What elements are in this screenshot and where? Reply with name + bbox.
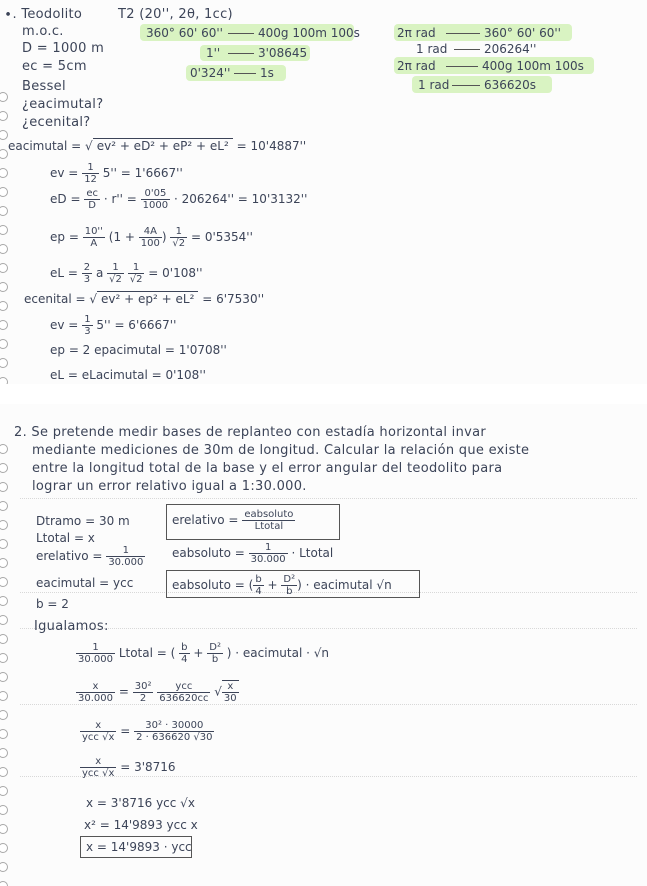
igualamos-label: Igualamos: bbox=[34, 619, 109, 634]
given: erelativo = $\frac{1}{30.000}$ bbox=[36, 545, 144, 568]
data-line: Bessel bbox=[22, 79, 66, 94]
statement-line: entre la longitud total de la base y el error angular del teodolito para bbox=[32, 461, 503, 476]
instrument-spec: T2 (20'', 2θ, 1cc) bbox=[118, 7, 233, 22]
arrow-line bbox=[454, 49, 480, 50]
eq-ev: ev = $\frac{1}{12}$ 5'' = 1'6667'' bbox=[50, 162, 183, 185]
step-1: $\frac{1}{30.000}$ Ltotal = ( $\frac{b}{4}$ + $\frac{\text{D²}}{b}$ ) · eacimutal · √n bbox=[78, 642, 329, 665]
page-title: ∙. Teodolito bbox=[4, 7, 83, 22]
conversion: 206264'' bbox=[484, 42, 537, 56]
grid-line bbox=[20, 498, 637, 499]
binder-holes bbox=[0, 444, 8, 886]
conversion: 1 rad bbox=[416, 42, 448, 56]
data-line: m.o.c. bbox=[22, 24, 64, 39]
statement-line: mediante mediciones de 30m de longitud. Calcular la relación que existe bbox=[32, 443, 530, 458]
hole-icon bbox=[0, 444, 8, 454]
eq-acimutal: eacimutal = √ ev² + eD² + eP² + eL² = 10'4887'' bbox=[8, 139, 307, 153]
conversion: 360° 60' 60'' bbox=[146, 26, 223, 40]
given: b = 2 bbox=[36, 597, 69, 611]
notebook-page-2 bbox=[0, 404, 647, 886]
eq-cenital: ecenital = √ ev² + ep² + eL² = 6'7530'' bbox=[24, 292, 265, 306]
step-5: x = 3'8716 ycc √x bbox=[86, 796, 195, 810]
arrow-line bbox=[228, 53, 254, 54]
conversion: 1'' bbox=[206, 46, 221, 60]
final-answer: x = 14'9893 · ycc bbox=[86, 840, 192, 854]
conversion: 636620s bbox=[484, 78, 537, 92]
formula-absoluto-2: eabsoluto = ( $\frac{b}{4}$ + $\frac{\text{D²}}{b}$ ) · eacimutal √n bbox=[172, 574, 392, 597]
step-3: $\frac{x}{\text{ycc √x}}$ = $\frac{\text{30² · 30000}}{2 \cdot 636620 √30}$ bbox=[82, 720, 213, 743]
given: Dtramo = 30 m bbox=[36, 514, 130, 528]
eq-el2: eL = eLacimutal = 0'108'' bbox=[50, 368, 206, 382]
statement-line: lograr un error relativo igual a 1:30.000. bbox=[32, 479, 307, 494]
conversion: 2π rad bbox=[397, 26, 436, 40]
arrow-line bbox=[446, 33, 480, 34]
given: eacimutal = ycc bbox=[36, 576, 134, 590]
statement-line: 2. Se pretende medir bases de replanteo con estadía horizontal invar bbox=[14, 425, 487, 440]
binder-holes bbox=[0, 92, 8, 384]
conversion: 400g 100m 100s bbox=[258, 26, 360, 40]
arrow-line bbox=[452, 85, 480, 86]
step-6: x² = 14'9893 ycc x bbox=[84, 818, 198, 832]
conversion: 1s bbox=[260, 66, 274, 80]
eq-el: eL = $\frac{2}{3}$ a $\frac{1}{√2}$ $\frac{1}{√2}$ = 0'108'' bbox=[50, 262, 203, 285]
arrow-line bbox=[228, 33, 254, 34]
grid-line bbox=[20, 704, 637, 705]
arrow-line bbox=[446, 66, 478, 67]
conversion: 2π rad bbox=[397, 59, 436, 73]
conversion: 3'08645 bbox=[258, 46, 308, 60]
eq-ep2: ep = 2 epacimutal = 1'0708'' bbox=[50, 343, 227, 357]
data-line: ¿ecenital? bbox=[22, 115, 91, 130]
eq-ev2: ev = $\frac{1}{3}$ 5'' = 6'6667'' bbox=[50, 314, 177, 337]
data-line: D = 1000 m bbox=[22, 41, 105, 56]
given: Ltotal = x bbox=[36, 531, 95, 545]
formula-relativo: erelativo = $\frac{\text{eabsoluto}}{\text{Ltotal}}$ bbox=[172, 509, 294, 532]
conversion: 400g 100m 100s bbox=[482, 59, 584, 73]
eq-ed: eD = $\frac{ec}{D}$ · r'' = $\frac{0'05}{1000}$ · 206264'' = 10'3132'' bbox=[50, 188, 308, 211]
conversion: 0'324'' bbox=[190, 66, 231, 80]
hole-icon bbox=[0, 92, 8, 102]
arrow-line bbox=[234, 73, 256, 74]
eq-ep: ep = $\frac{10''}{A}$ (1 + $\frac{4A}{100}$ ) $\frac{1}{√2}$ = 0'5354'' bbox=[50, 226, 253, 249]
notebook-page-1 bbox=[0, 0, 647, 384]
grid-line bbox=[20, 628, 637, 629]
data-line: ¿eacimutal? bbox=[22, 97, 104, 112]
conversion: 360° 60' 60'' bbox=[484, 26, 561, 40]
data-line: ec = 5cm bbox=[22, 59, 87, 74]
conversion: 1 rad bbox=[418, 78, 450, 92]
step-2: $\frac{x}{30.000}$ = $\frac{\text{30²}}{2}$ $\frac{\text{ycc}}{636620cc}$ √ $\frac{x}{30}$ bbox=[78, 680, 237, 704]
page-gap bbox=[0, 384, 647, 404]
formula-absoluto: eabsoluto = $\frac{1}{30.000}$ · Ltotal bbox=[172, 542, 334, 565]
step-4: $\frac{x}{\text{ycc √x}}$ = 3'8716 bbox=[82, 756, 176, 779]
